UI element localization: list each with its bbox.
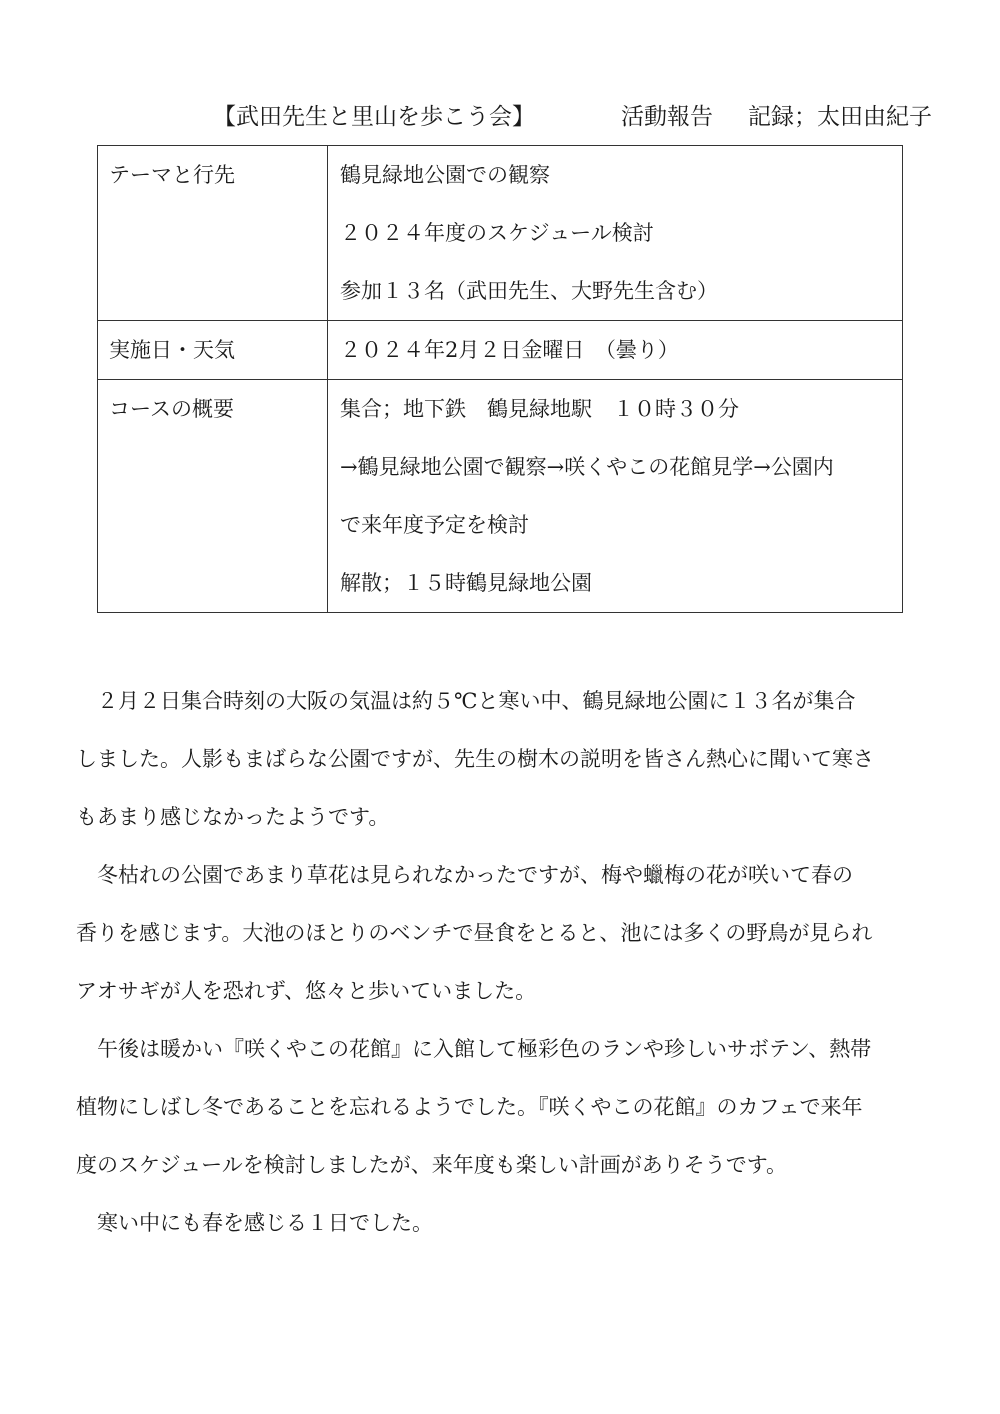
course-line-3: で来年度予定を検討 [340,513,529,537]
date-label: 実施日・天気 [109,338,235,362]
date-label-cell [98,321,328,380]
recorder-name: 記録；太田由紀子 [748,104,932,130]
body-line: 香りを感じます。大池のほとりのベンチで昼食をとると、池には多くの野鳥が見られ [76,921,873,945]
course-line-2: →鶴見緑地公園で観察→咲くやこの花館見学→公園内 [340,455,834,479]
body-line: もあまり感じなかったようです。 [76,805,390,829]
body-line: 植物にしばし冬であることを忘れるようでした。『咲くやこの花館』のカフェで来年 [76,1095,863,1119]
course-line-4: 解散；１５時鶴見緑地公園 [340,571,592,595]
theme-line-2: ２０２４年度のスケジュール検討 [340,221,654,245]
body-line: ２月２日集合時刻の大阪の気温は約５℃と寒い中、鶴見緑地公園に１３名が集合 [76,689,856,713]
body-line: しました。人影もまばらな公園ですが、先生の樹木の説明を皆さん熱心に聞いて寒さ [76,747,874,771]
theme-line-3: 参加１３名（武田先生、大野先生含む） [340,279,718,303]
activity-info-table [97,145,903,613]
theme-line-1: 鶴見緑地公園での観察 [340,163,550,187]
course-label: コースの概要 [109,397,234,421]
table-row-date [98,321,903,380]
body-line: 冬枯れの公園であまり草花は見られなかったですが、梅や蠟梅の花が咲いて春の [76,863,853,887]
body-line: 度のスケジュールを検討しましたが、来年度も楽しい計画がありそうです。 [76,1153,788,1177]
body-line: アオサギが人を恐れず、悠々と歩いていました。 [76,979,537,1003]
course-value-cell [328,380,903,613]
document-title: 【武田先生と里山を歩こう会】 [213,104,535,130]
report-label: 活動報告 [621,104,713,130]
theme-value-cell [328,146,903,321]
theme-label-cell [98,146,328,321]
theme-label: テーマと行先 [109,163,235,187]
body-line: 午後は暖かい『咲くやこの花館』に入館して極彩色のランや珍しいサボテン、熱帯 [76,1037,872,1061]
report-body [76,672,926,1252]
table-row-theme [98,146,903,321]
course-line-1: 集合；地下鉄 鶴見緑地駅 １０時３０分 [340,397,739,421]
table-row-course [98,380,903,613]
course-label-cell [98,380,328,613]
document-header [0,98,1000,138]
date-line-1: ２０２４年2月２日金曜日 （曇り） [340,338,679,362]
date-value-cell [328,321,903,380]
body-line: 寒い中にも春を感じる１日でした。 [76,1211,433,1235]
